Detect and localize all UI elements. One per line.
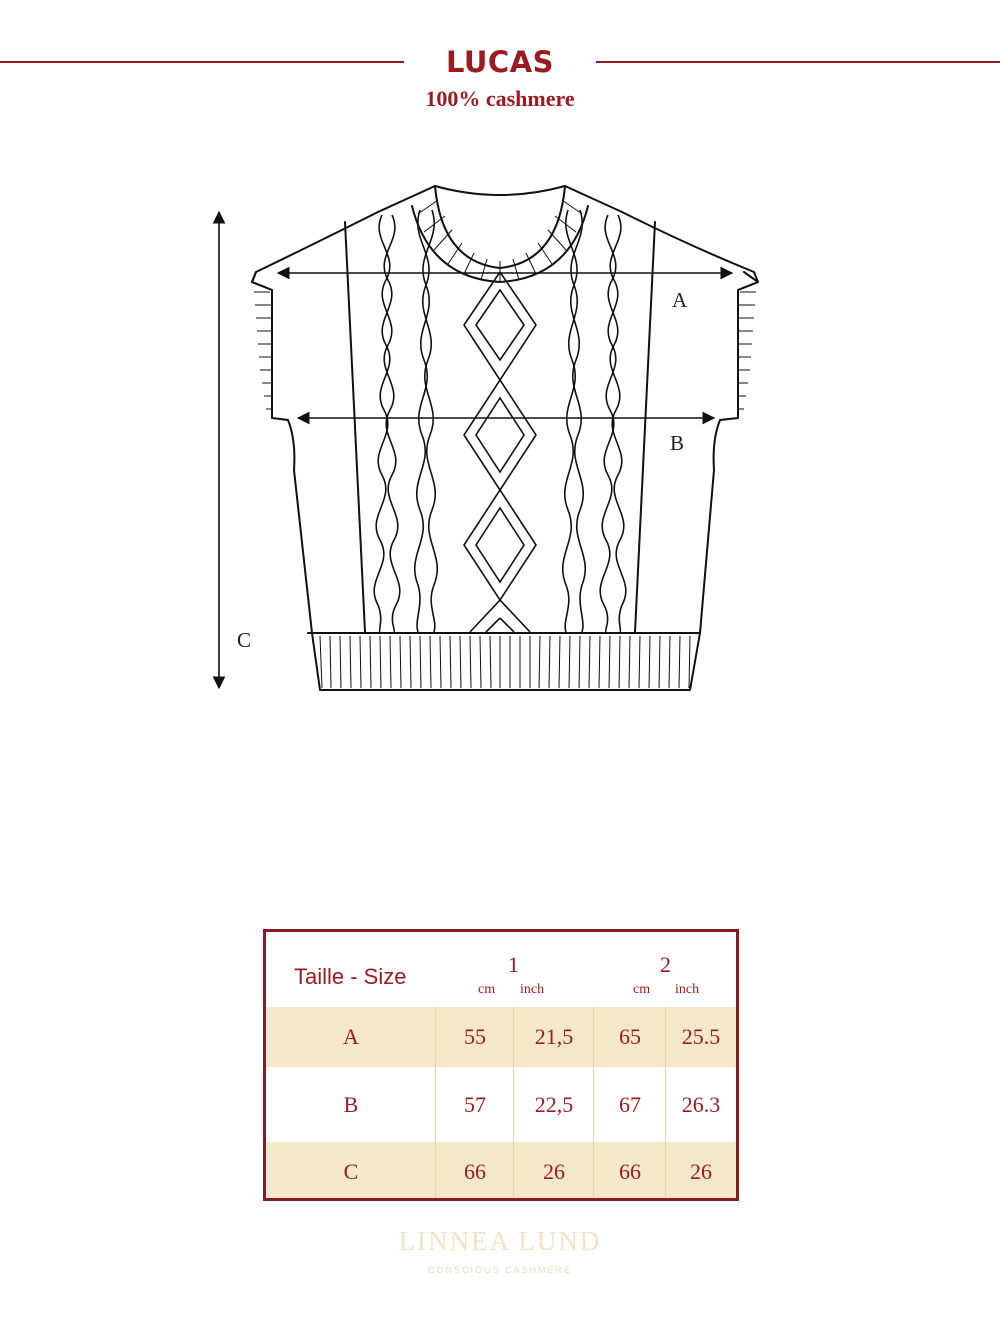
vest-diagram [0, 150, 1000, 710]
table-divider [593, 1007, 594, 1198]
size-table [263, 929, 739, 1201]
brand-tagline: CONSCIOUS CASHMERE [427, 1265, 572, 1275]
cable-right-outer [600, 215, 621, 632]
cell-size1-cm: 57 [464, 1092, 486, 1117]
cable-left-outer [379, 215, 400, 632]
table-divider [513, 1007, 514, 1198]
cell-size2-cm: 67 [619, 1092, 641, 1117]
hem-rib-lines [320, 636, 690, 688]
measure-label-a: A [672, 288, 688, 312]
size-2-unit-inch: inch [675, 982, 700, 997]
row-label: A [343, 1024, 359, 1049]
brand-logo: LINNEA LUND [398, 1226, 602, 1256]
neck-rib-lines [418, 200, 582, 282]
cell-size1-cm: 66 [464, 1159, 486, 1184]
size-1-unit-inch: inch [520, 982, 545, 997]
size-2-header: 2 [660, 952, 671, 977]
cell-size2-inch: 26 [690, 1159, 712, 1184]
cell-size1-inch: 22,5 [534, 1092, 574, 1117]
product-material: 100% cashmere [425, 86, 575, 111]
size-header-label: Taille - Size [294, 964, 407, 989]
cell-size2-cm: 65 [619, 1024, 641, 1049]
cell-size2-inch: 26.3 [681, 1092, 721, 1117]
product-title: LUCAS [445, 45, 555, 79]
cell-size2-cm: 66 [619, 1159, 641, 1184]
cell-size1-cm: 55 [464, 1024, 486, 1049]
row-label: B [343, 1092, 359, 1117]
row-label: C [343, 1159, 359, 1184]
cell-size2-inch: 25.5 [681, 1024, 721, 1049]
neckline [435, 186, 565, 268]
size-1-unit-cm: cm [478, 982, 496, 997]
cell-size1-inch: 21,5 [534, 1024, 574, 1049]
measure-label-c: C [237, 628, 252, 652]
cell-size1-inch: 26 [543, 1159, 565, 1184]
measure-label-b: B [670, 431, 685, 455]
size-2-unit-cm: cm [633, 982, 651, 997]
table-divider [435, 1007, 436, 1198]
table-divider [665, 1007, 666, 1198]
size-1-header: 1 [508, 952, 519, 977]
cable-center-diamond [464, 272, 500, 632]
